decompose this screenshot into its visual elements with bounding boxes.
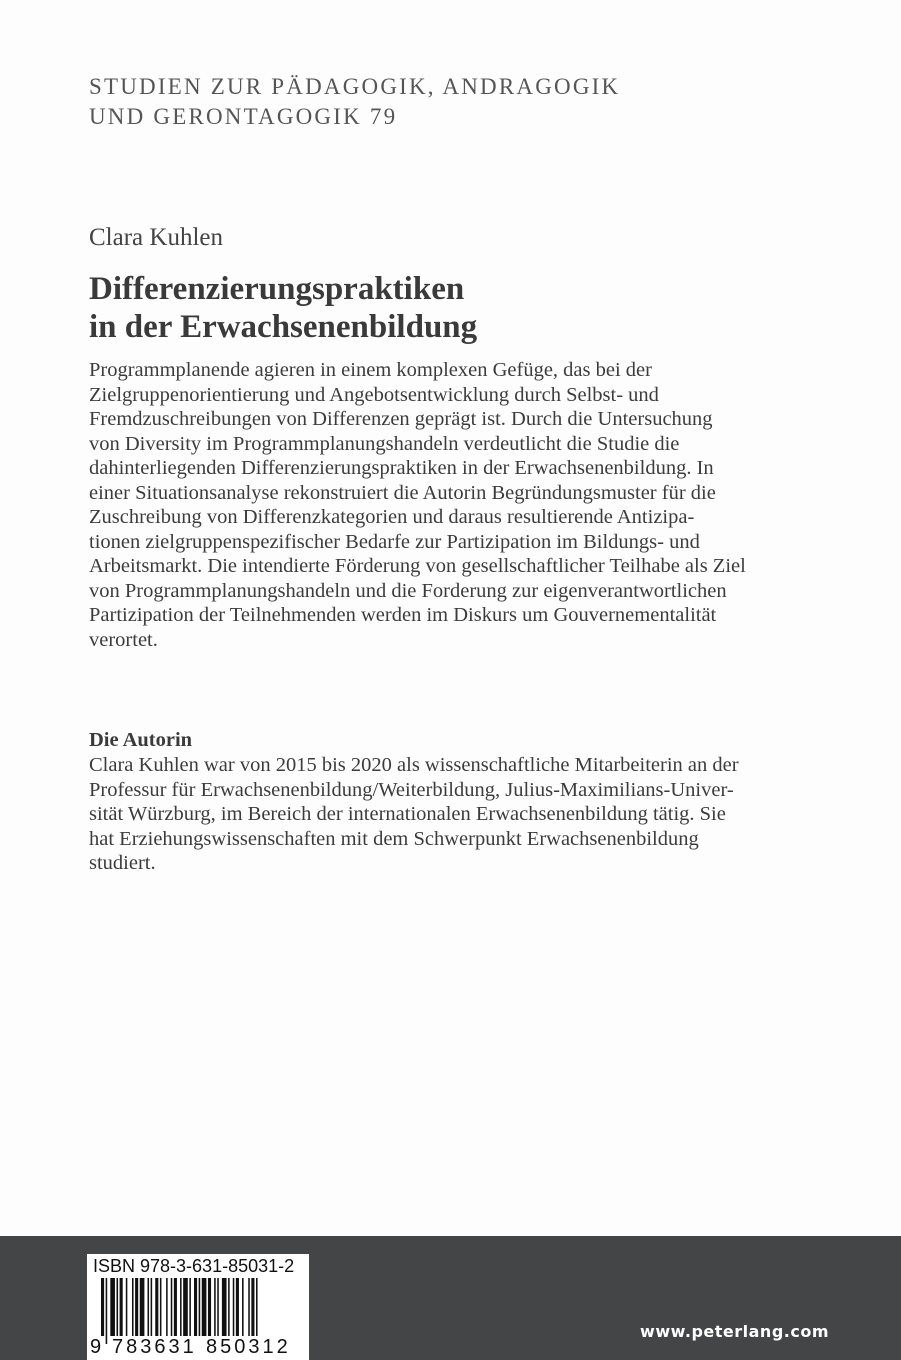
- blurb-line: Zuschreibung von Differenzkategorien und daraus resultierende Antizipa-: [89, 506, 695, 528]
- blurb-line: Partizipation der Teilnehmenden werden im Diskurs um Gouvernementalität: [89, 604, 717, 626]
- about-line: sität Würzburg, im Bereich der internationalen Erwachsenenbildung tätig. Sie: [89, 803, 726, 825]
- barcode-bar: [199, 1278, 201, 1336]
- barcode-digit-first: 9: [90, 1336, 105, 1358]
- blurb-line: Zielgruppenorientierung und Angebotsentwicklung durch Selbst- und: [89, 383, 659, 406]
- barcode-bar: [151, 1278, 153, 1336]
- barcode-bar: [155, 1278, 158, 1336]
- barcode-bar: [251, 1278, 254, 1336]
- author-name: Clara Kuhlen: [89, 224, 223, 251]
- barcode-bar: [106, 1278, 108, 1344]
- title-line-2: in der Erwachsenenbildung: [89, 309, 478, 345]
- barcode-bar: [117, 1278, 119, 1336]
- series-line-2: UND GERONTAGOGIK 79: [89, 104, 398, 129]
- barcode-bar: [256, 1278, 258, 1344]
- blurb-line: von Diversity im Programmplanungshandeln verdeutlicht die Studie die: [89, 432, 680, 455]
- blurb-line: verortet.: [89, 628, 158, 651]
- isbn-label: ISBN 978-3-631-85031-2: [93, 1256, 295, 1276]
- barcode-bar: [194, 1278, 197, 1336]
- barcode-bar: [140, 1278, 145, 1336]
- about-line: hat Erziehungswissenschaften mit dem Schwerpunkt Erwachsenenbildung: [89, 827, 699, 850]
- barcode-bar: [242, 1278, 244, 1336]
- blurb-line: Programmplanende agieren in einem komplexen Gefüge, das bei der: [89, 359, 652, 381]
- barcode-bar: [217, 1278, 219, 1336]
- blurb-line: dahinterliegenden Differenzierungspraktiken in der Erwachsenenbildung. In: [89, 457, 714, 479]
- barcode-bar: [189, 1278, 191, 1336]
- barcode-bar: [222, 1278, 227, 1336]
- barcode-bar: [160, 1278, 162, 1336]
- barcode-digits-left: 783631: [112, 1336, 197, 1358]
- blurb-line: einer Situationsanalyse rekonstruiert die Autorin Begründungsmuster für die: [89, 481, 716, 504]
- barcode-bar: [101, 1278, 104, 1344]
- about-line: Clara Kuhlen war von 2015 bis 2020 als wissenschaftliche Mitarbeiterin an der: [89, 754, 739, 776]
- blurb-line: Arbeitsmarkt. Die intendierte Förderung von gesellschaftlicher Teilhabe als Ziel: [89, 555, 746, 577]
- barcode-bar: [180, 1278, 182, 1344]
- barcode-bar: [171, 1278, 173, 1336]
- about-author-heading: Die Autorin: [89, 729, 193, 751]
- series-title: [89, 72, 620, 132]
- blurb-text: [89, 358, 809, 652]
- publisher-website[interactable]: www.peterlang.com: [640, 1322, 829, 1341]
- barcode-bar: [174, 1278, 177, 1336]
- barcode-bar: [236, 1278, 239, 1336]
- barcode-bar: [202, 1278, 207, 1336]
- about-line: Professur für Erwachsenenbildung/Weiterbildung, Julius-Maximilians-Univer-: [89, 778, 734, 801]
- blurb-line: Fremdzuschreibungen von Differenzen geprägt ist. Durch die Untersuchung: [89, 408, 713, 430]
- barcode-bar: [148, 1278, 150, 1336]
- barcode-digits-right: 850312: [206, 1336, 291, 1358]
- title-line-1: Differenzierungspraktiken: [89, 271, 465, 307]
- barcode-bar: [214, 1278, 216, 1336]
- barcode-bar: [228, 1278, 230, 1336]
- isbn-barcode: [87, 1254, 309, 1360]
- blurb-line: tionen zielgruppenspezifischer Bedarfe zur Partizipation im Bildungs- und: [89, 530, 700, 553]
- book-title: [89, 270, 477, 346]
- blurb-line: von Programmplanungshandeln und die Forderung zur eigenverantwortlichen: [89, 579, 727, 602]
- barcode-bar: [120, 1278, 123, 1336]
- about-author-text: [89, 753, 809, 876]
- barcode-bar: [208, 1278, 211, 1336]
- barcode-bar: [135, 1278, 138, 1336]
- barcode-bar: [110, 1278, 115, 1336]
- about-line: studiert.: [89, 852, 156, 874]
- barcode-bar: [183, 1278, 188, 1336]
- barcode-bar: [132, 1278, 134, 1336]
- barcode-bar: [166, 1278, 168, 1336]
- barcode-bar: [233, 1278, 235, 1336]
- barcode-bar: [126, 1278, 128, 1336]
- series-line-1: STUDIEN ZUR PÄDAGOGIK, ANDRAGOGIK: [89, 74, 621, 99]
- barcode-bar: [248, 1278, 250, 1336]
